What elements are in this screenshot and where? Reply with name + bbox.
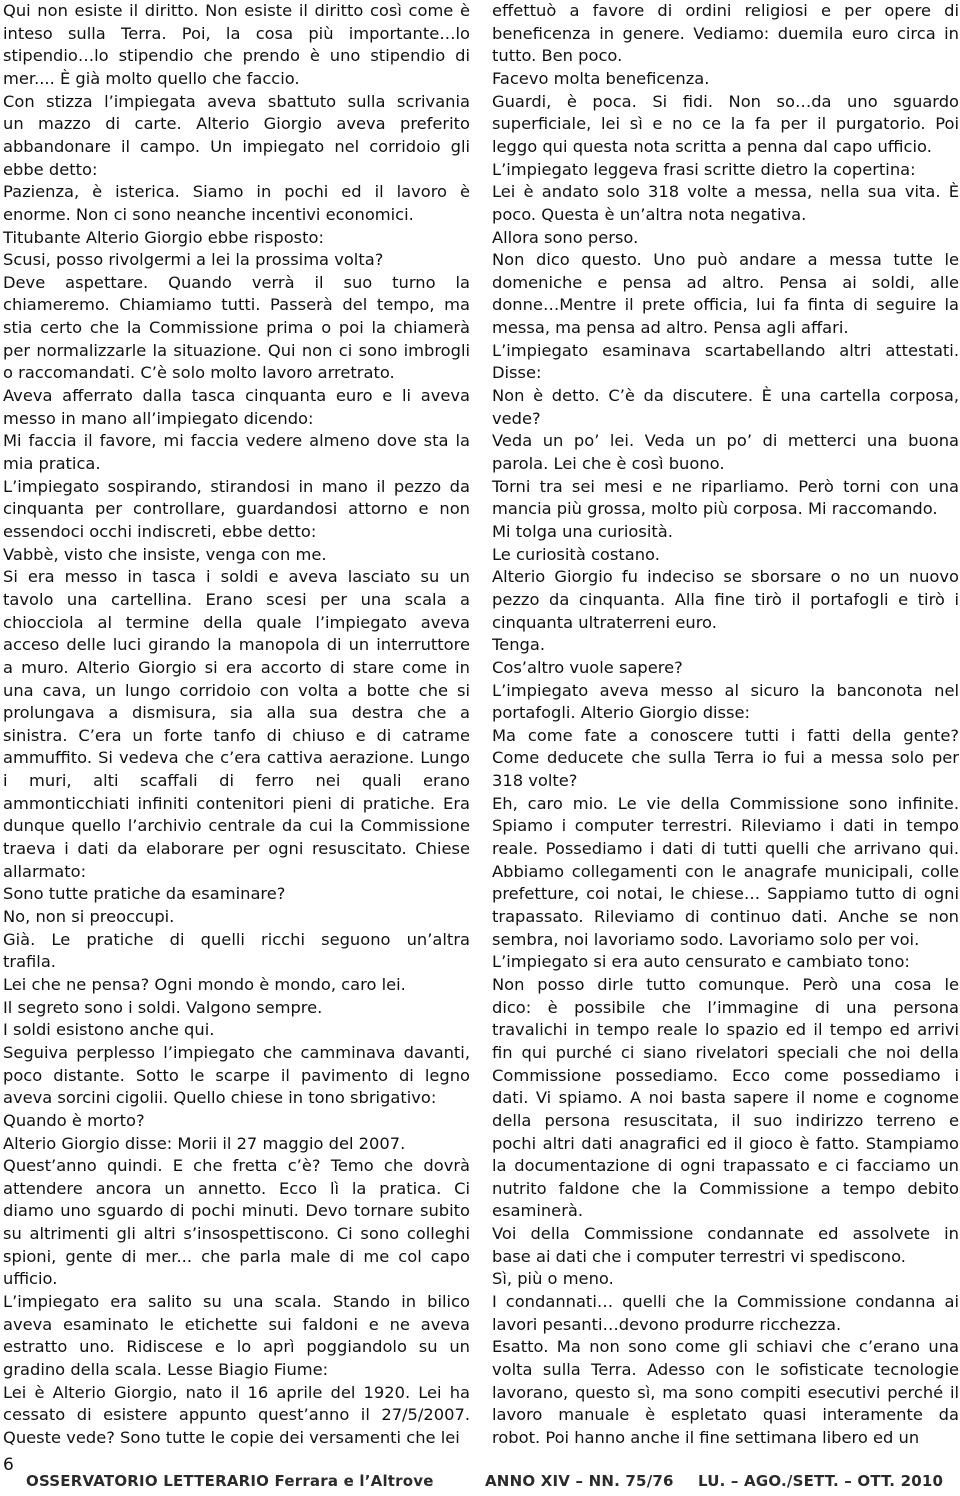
- text-line: poco. Questa è un’altra nota negativa.: [492, 204, 807, 224]
- text-line: No, non si preoccupi.: [3, 907, 175, 926]
- text-line: chiocciola al termine della quale l’impiegato aveva: [3, 612, 470, 632]
- text-line: dico: è possibile che l’immagine di una persona: [492, 997, 959, 1017]
- text-line: la documentazione di ogni trapassato e ci facciamo un: [492, 1156, 959, 1176]
- text-line: Commissione possediamo. Ecco come possediamo i: [492, 1065, 959, 1085]
- text-line: traeva i dati da elaborare per ogni resuscitato. Chiese: [3, 839, 470, 859]
- text-line: i muri, alti scaffali di ferro nei quali erano: [3, 771, 470, 791]
- text-line: acceso delle luci girando la manopola di un interruttore: [3, 635, 470, 655]
- text-line: essendoci occhi indiscreti, ebbe detto:: [3, 521, 317, 541]
- text-line: Spiamo i computer terrestri. Rileviamo i dati in tempo: [492, 816, 959, 836]
- text-line: esaminerà.: [492, 1201, 584, 1221]
- text-line: Sì, più o meno.: [492, 1269, 614, 1289]
- text-line: abbandonare il campo. Un impiegato nel corridoio gli: [3, 136, 470, 156]
- text-line: Veda un po’ lei. Veda un po’ di metterci una buona: [492, 431, 959, 451]
- text-line: pezzo da cinquanta. Alla fine tirò il portafogli e tirò i: [492, 589, 959, 609]
- text-line: leggo qui questa nota scritta a penna dal capo ufficio.: [492, 136, 932, 156]
- footer-period: LU. – AGO./SETT. – OTT. 2010: [698, 1472, 944, 1490]
- text-line: Qui non esiste il diritto. Non esiste il diritto così come è: [3, 1, 470, 20]
- text-line: fin qui purché ci siano rivelatori speciali che noi della: [492, 1042, 959, 1062]
- text-line: Esatto. Ma non sono come gli schiavi che c’erano una: [492, 1337, 959, 1357]
- text-line: dunque quello l’archivio centrale da cui la Commissione: [3, 816, 470, 836]
- text-line: messo in mano all’impiegato dicendo:: [3, 408, 314, 428]
- text-line: base ai dati che i computer terrestri vi spediscono.: [492, 1246, 906, 1266]
- text-line: Cos’altro vuole sapere?: [492, 657, 683, 677]
- text-line: estratto uno. Ridiscese e lo aprì poggiandolo su un: [3, 1337, 470, 1357]
- text-line: Con stizza l’impiegata aveva sbattuto sulla scrivania: [3, 91, 470, 111]
- text-line: attendere ancora un annetto. Ecco lì la pratica. Ci: [3, 1178, 470, 1198]
- text-line: Lei che ne pensa? Ogni mondo è mondo, caro lei.: [3, 974, 406, 994]
- text-line: L’impiegato aveva messo al sicuro la banconota nel: [492, 680, 959, 700]
- text-line: mancia più grossa, molto più corposa. Mi raccomando.: [492, 499, 938, 519]
- footer-magazine-title: OSSERVATORIO LETTERARIO Ferrara e l’Altrove: [26, 1472, 434, 1490]
- text-line: Alterio Giorgio disse: Morii il 27 maggio del 2007.: [3, 1133, 406, 1153]
- text-line: Lei è andato solo 318 volte a messa, nella sua vita. È: [492, 182, 959, 202]
- text-line: per normalizzarle la situazione. Qui non ci sono imbrogli: [3, 340, 470, 360]
- text-line: trapassato. Rileviamo di continuo dati. Anche se non: [492, 907, 959, 926]
- text-line: Pazienza, è isterica. Siamo in pochi ed il lavoro è: [3, 182, 470, 202]
- text-line: dati. Vi spiamo. A noi basta sapere il nome e cognome: [492, 1088, 959, 1108]
- text-line: Facevo molta beneficenza.: [492, 68, 710, 88]
- text-line: L’impiegato esaminava scartabellando altri attestati.: [492, 340, 959, 360]
- text-line: cinquanta per controllare, guardandosi attorno e non: [3, 499, 470, 519]
- text-line: portafogli. Alterio Giorgio disse:: [492, 703, 751, 723]
- text-line: Deve aspettare. Quando verrà il suo turno la: [3, 272, 470, 292]
- text-line: mia pratica.: [3, 454, 101, 473]
- text-line: Le curiosità costano.: [492, 544, 660, 564]
- text-line: Titubante Alterio Giorgio ebbe risposto:: [3, 227, 324, 247]
- text-line: Mi tolga una curiosità.: [492, 521, 673, 541]
- text-line: stia certo che la Commissione prima o poi la chiamerà: [3, 318, 470, 338]
- text-line: robot. Poi hanno anche il fine settimana libero ed un: [492, 1427, 920, 1447]
- text-line: 318 volte?: [492, 771, 578, 791]
- text-line: una cava, un lungo corridoio con volta a botte che si: [3, 680, 470, 700]
- text-line: prolungava a dismisura, sia alla sua destra che a: [3, 703, 470, 723]
- text-line: Non è detto. C’è da discutere. È una cartella corposa,: [492, 386, 959, 406]
- text-line: Torni tra sei mesi e ne riparliamo. Però torni con una: [492, 476, 959, 496]
- text-line: nutrito faldone che la Commissione a tempo debito: [492, 1178, 959, 1198]
- text-line: donne…Mentre il prete officia, lui fa finta di seguire la: [492, 295, 959, 315]
- text-line: lavoro manuale è espletato quasi interamente da: [492, 1405, 959, 1425]
- text-line: Voi della Commissione condannate ed assolvete in: [492, 1224, 959, 1244]
- text-line: Ma come fate a conoscere tutti i fatti della gente?: [492, 725, 959, 745]
- text-line: sinistra. C’era un forte tanfo di chiuso e di catrame: [3, 725, 470, 745]
- text-line: inteso sulla Terra. Poi, la cosa più importante…lo: [3, 23, 470, 43]
- text-line: Allora sono perso.: [492, 227, 639, 247]
- text-line: Si era messo in tasca i soldi e aveva lasciato su un: [3, 567, 470, 587]
- text-line: gradino della scala. Lesse Biagio Fiume:: [3, 1360, 329, 1379]
- footer-issue: ANNO XIV – NN. 75/76: [485, 1472, 674, 1490]
- text-line: beneficenza in genere. Vediamo: duemila euro circa in: [492, 23, 959, 43]
- text-line: reale. Possediamo i dati di tutti quelli che arrivano qui.: [492, 839, 959, 859]
- text-line: tutto. Ben poco.: [492, 46, 623, 66]
- text-line: Alterio Giorgio fu indeciso se sborsare o no un nuovo: [492, 567, 959, 587]
- text-line: L’impiegato era salito su una scala. Stando in bilico: [3, 1292, 470, 1312]
- text-line: o raccomandati. C’è solo molto lavoro arretrato.: [3, 363, 395, 383]
- text-line: aveva esaminato le etichette sui faldoni e ne aveva: [3, 1314, 470, 1334]
- text-line: effettuò a favore di ordini religiosi e per opere di: [492, 1, 959, 20]
- text-line: messa, ma pensa ad altro. Pensa agli affari.: [492, 318, 849, 338]
- text-line: Seguiva perplesso l’impiegato che camminava davanti,: [3, 1042, 470, 1062]
- text-line: Quando è morto?: [3, 1110, 145, 1130]
- text-line: Quest’anno quindi. E che fretta c’è? Temo che dovrà: [3, 1156, 470, 1176]
- text-line: Lei è Alterio Giorgio, nato il 16 aprile del 1920. Lei ha: [3, 1382, 470, 1402]
- text-line: travalichi in tempo reale lo spazio ed il tempo ed arrivi: [492, 1020, 959, 1040]
- text-line: domeniche e pensa ad altro. Pensa ai soldi, alle: [492, 272, 959, 292]
- text-line: su altrimenti gli altri s’insospettiscono. Ci sono colleghi: [3, 1224, 470, 1244]
- text-line: della persona resuscitata, il suo indirizzo terreno e: [492, 1110, 959, 1130]
- text-line: un mazzo di carte. Alterio Giorgio aveva preferito: [3, 114, 470, 134]
- text-line: trafila.: [3, 952, 56, 972]
- text-line: Guardi, è poca. Si fidi. Non so…da uno sguardo: [492, 91, 959, 111]
- text-line: pochi altri dati anagrafici ed il gioco è fatto. Stampiamo: [492, 1133, 959, 1153]
- text-line: cessato di esistere appunto quest’anno il 27/5/2007.: [3, 1405, 470, 1425]
- text-line: Come deducete che sulla Terra io fui a messa solo per: [492, 748, 959, 768]
- text-line: Abbiamo collegamenti con le anagrafe municipali, colle: [492, 861, 959, 881]
- text-line: Il segreto sono i soldi. Valgono sempre.: [3, 997, 323, 1017]
- text-line: mer.... È già molto quello che faccio.: [3, 68, 300, 88]
- page-number: 6: [3, 1455, 14, 1475]
- text-line: vede?: [492, 408, 541, 428]
- text-line: lavorano, questo sì, ma sono compiti esecutivi perché il: [492, 1382, 959, 1402]
- text-line: L’impiegato sospirando, stirandosi in mano il pezzo da: [3, 476, 470, 496]
- text-line: a muro. Alterio Giorgio si era accorto di stare come in: [3, 657, 470, 677]
- text-line: allarmato:: [3, 861, 87, 881]
- text-line: L’impiegato leggeva frasi scritte dietro la copertina:: [492, 159, 916, 179]
- text-line: Sono tutte pratiche da esaminare?: [3, 884, 286, 904]
- text-line: Non dico questo. Uno può andare a messa tutte le: [492, 250, 959, 270]
- text-line: L’impiegato si era auto censurato e cambiato tono:: [492, 952, 910, 972]
- page-footer: [26, 1472, 944, 1494]
- text-line: I condannati… quelli che la Commissione condanna ai: [492, 1292, 959, 1312]
- text-line: Aveva afferrato dalla tasca cinquanta euro e li aveva: [3, 386, 470, 406]
- text-line: prefetture, coi notai, le chiese… Sappiamo tutto di ogni: [492, 884, 959, 904]
- text-line: spioni, gente di mer... che parla male di me col capo: [3, 1246, 470, 1266]
- text-line: chiameremo. Chiamiamo tutti. Passerà del tempo, ma: [3, 295, 470, 315]
- text-line: Già. Le pratiche di quelli ricchi seguono un’altra: [3, 929, 470, 949]
- text-line: enorme. Non ci sono neanche incentivi economici.: [3, 204, 414, 224]
- text-line: Queste vede? Sono tutte le copie dei versamenti che lei: [3, 1427, 460, 1447]
- text-line: aveva sorcini cigolii. Quello chiese in tono sbrigativo:: [3, 1088, 437, 1108]
- text-line: sembra, noi lavoriamo sodo. Lavoriamo solo per voi.: [492, 929, 920, 949]
- text-line: Non posso dirle tutto comunque. Però una cosa le: [492, 974, 959, 994]
- text-line: ufficio.: [3, 1269, 58, 1289]
- text-line: ebbe detto:: [3, 159, 98, 179]
- text-line: I soldi esistono anche qui.: [3, 1020, 215, 1040]
- text-line: superficiale, lei sì e no ce la fa per il purgatorio. Poi: [492, 114, 959, 134]
- text-line: Mi faccia il favore, mi faccia vedere almeno dove sta la: [3, 431, 470, 451]
- text-line: cinquanta ultraterreni euro.: [492, 612, 717, 632]
- text-line: Vabbè, visto che insiste, venga con me.: [3, 544, 327, 564]
- text-line: diamo uno sguardo di pochi minuti. Devo tornare subito: [3, 1201, 470, 1221]
- text-line: lavori pesanti…devono produrre ricchezza.: [492, 1314, 842, 1334]
- text-line: Tenga.: [492, 635, 546, 655]
- text-line: stipendio…lo stipendio che prendo è uno stipendio di: [3, 46, 470, 66]
- text-line: poco distante. Sotto le scarpe il pavimento di legno: [3, 1065, 470, 1085]
- text-line: Scusi, posso rivolgermi a lei la prossima volta?: [3, 250, 384, 270]
- text-line: ammonticchiati infiniti contenitori pieni di pratiche. Era: [3, 793, 470, 813]
- text-line: Eh, caro mio. Le vie della Commissione sono infinite.: [492, 793, 959, 813]
- text-line: parola. Lei che è così buono.: [492, 454, 725, 473]
- text-line: Disse:: [492, 363, 542, 383]
- text-line: tavolo una cartellina. Erano scesi per una scala a: [3, 589, 470, 609]
- text-line: volta sulla Terra. Adesso con le sofisticate tecnologie: [492, 1360, 959, 1379]
- text-line: ammuffito. Si vedeva che c’era cattiva aerazione. Lungo: [3, 748, 470, 768]
